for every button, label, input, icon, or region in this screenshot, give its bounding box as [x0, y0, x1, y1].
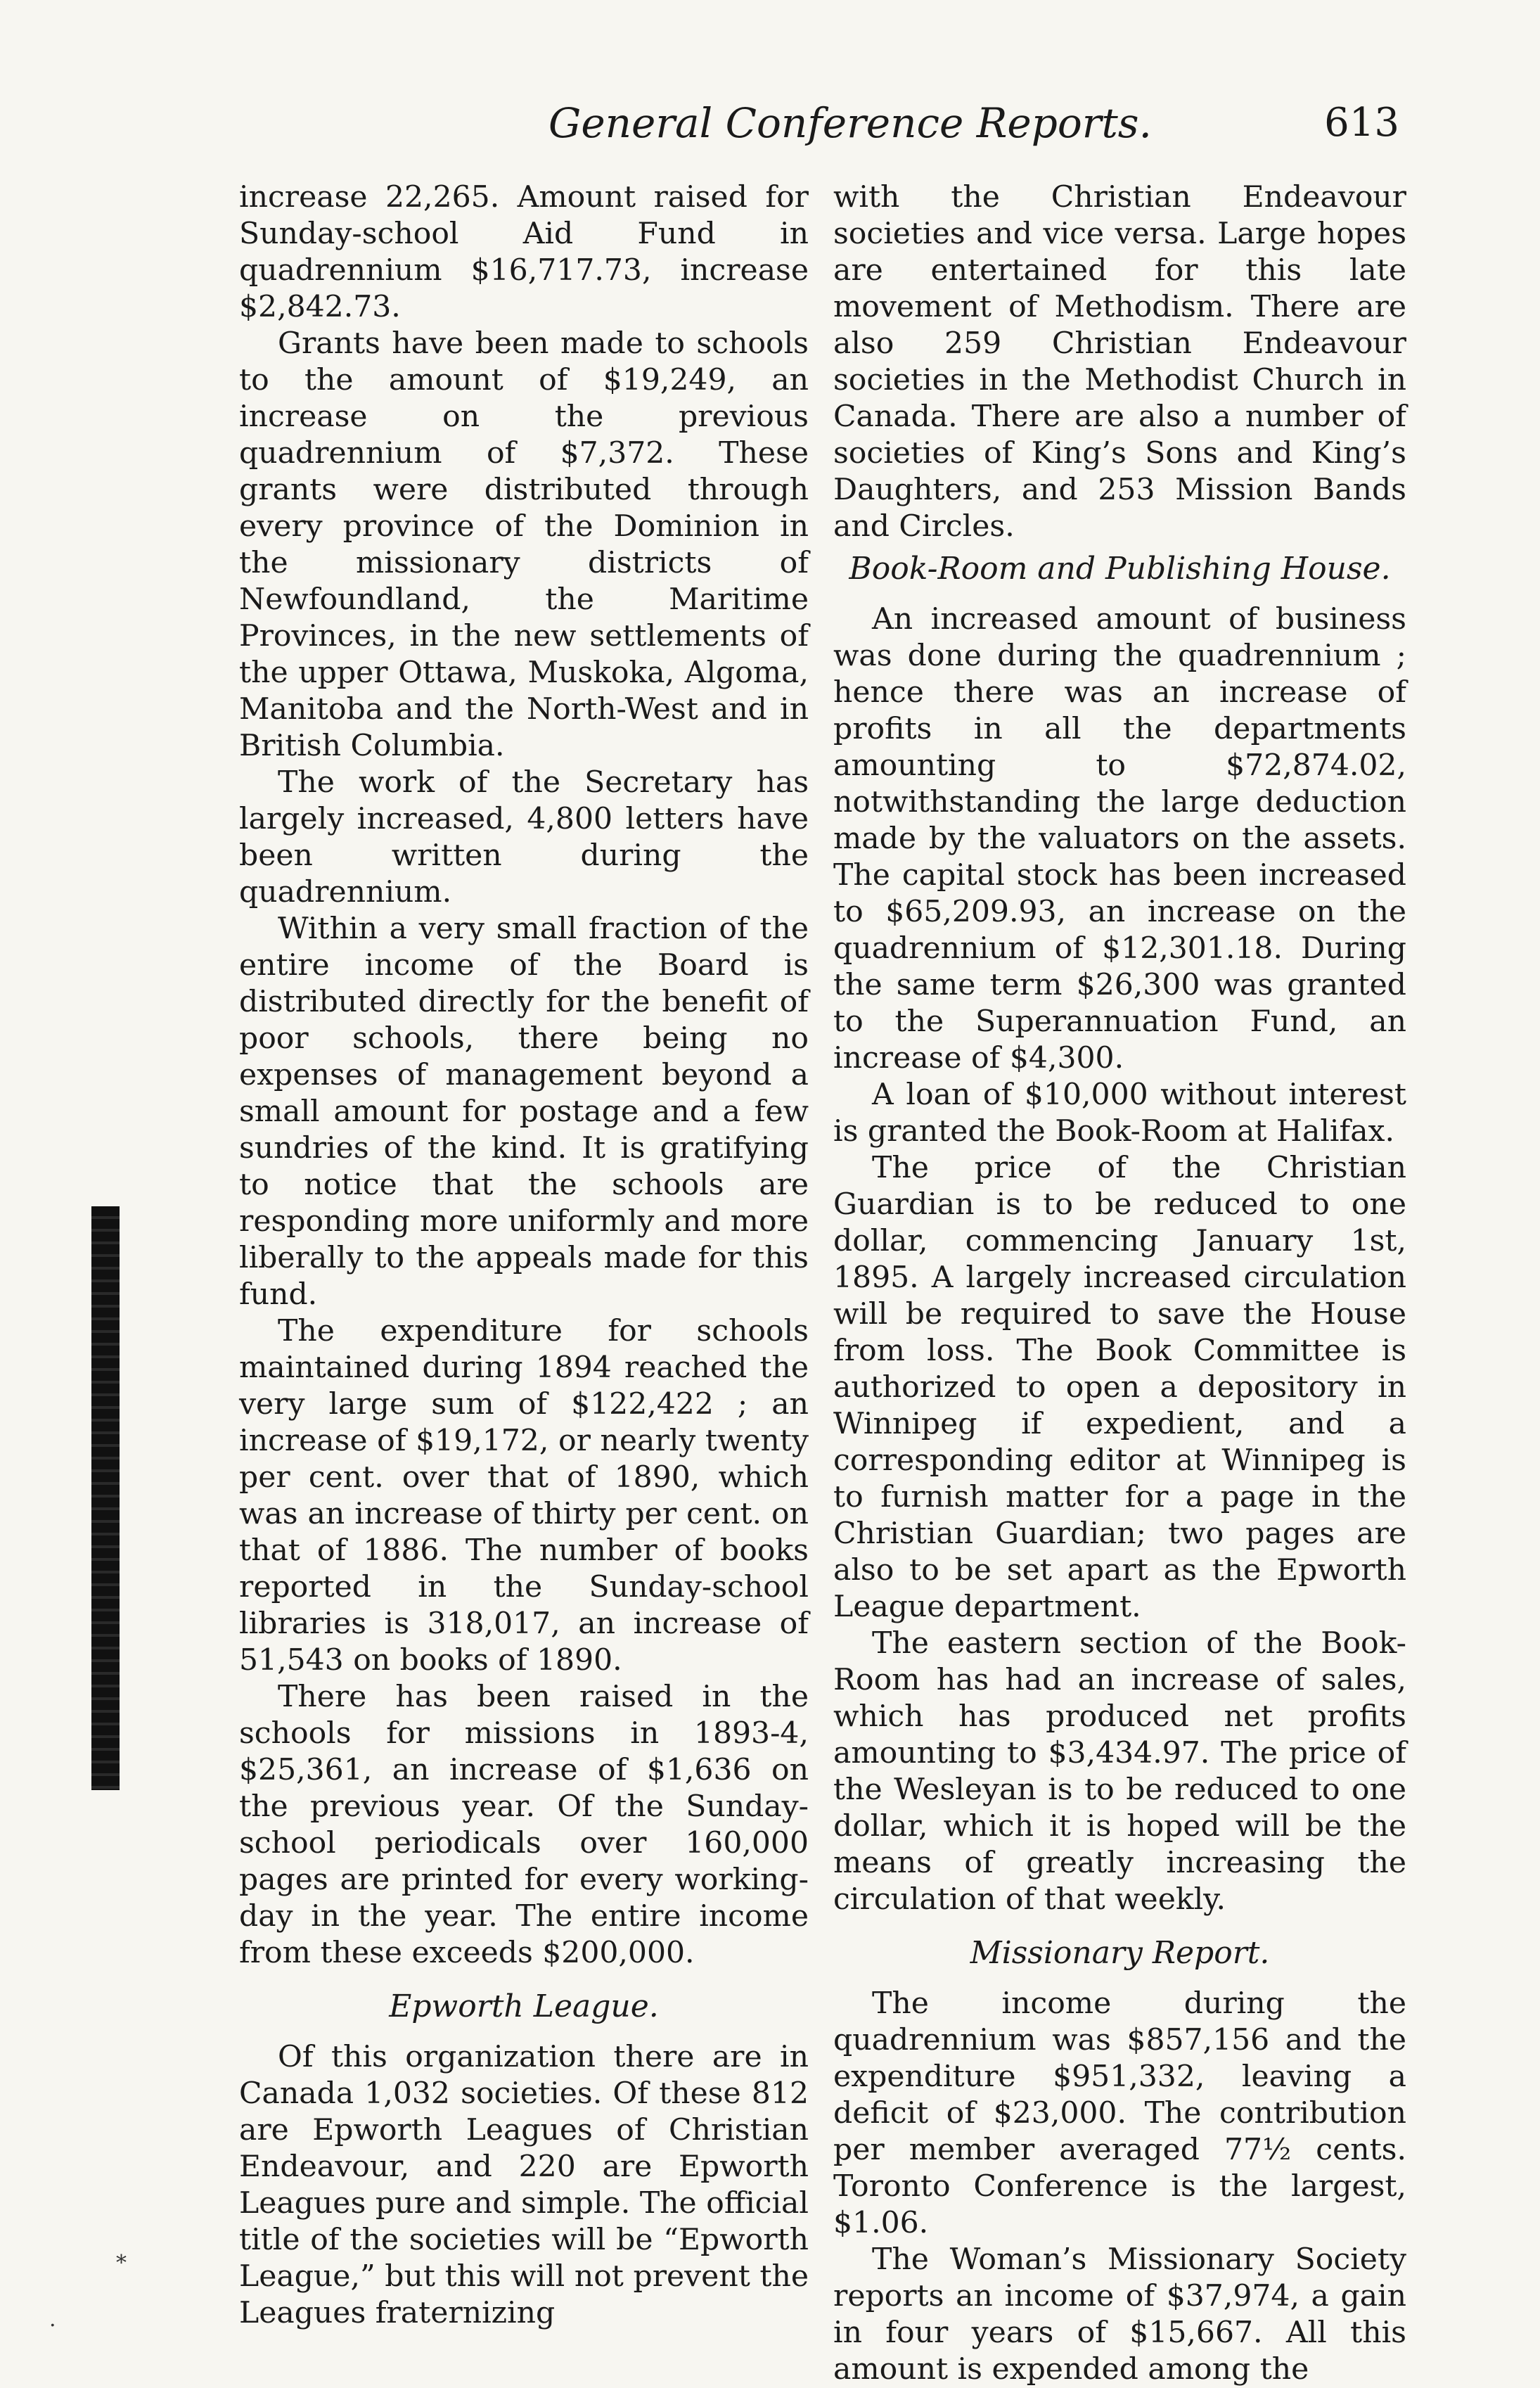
paragraph: Of this organization there are in Canada 1,032 societies. Of these 812 are Epworth Leagues of Christian Endeavour, and 220 are Epworth Leagues pure and simple. The official title of the societies will be “Epworth League,” but this will not prevent the Leagues fraternizing	[239, 2040, 809, 2330]
section-heading-epworth-league: Epworth League.	[389, 1988, 659, 2024]
left-column	[239, 179, 809, 2332]
paragraph: The price of the Christian Guardian is to be reduced to one dollar, commencing January 1st, 1895. A largely increased circulation will be required to save the House from loss. The Book Committee is authorized to open a depository in Winnipeg if expedient, and a corresponding editor at Winnipeg is to furnish matter for a page in the Christian Guardian; two pages are also to be set apart as the Epworth League department.	[833, 1151, 1406, 1624]
paragraph: The work of the Secretary has largely increased, 4,800 letters have been written during the quadrennium.	[239, 765, 809, 909]
section-heading-book-room: Book-Room and Publishing House.	[849, 551, 1391, 587]
right-column	[833, 179, 1406, 2388]
paragraph: The income during the quadrennium was $857,156 and the expenditure $951,332, leaving a deficit of $23,000. The contribution per member averaged 77½ cents. Toronto Conference is the largest, $1.06.	[833, 1986, 1406, 2240]
paragraph: The Woman’s Missionary Society reports an income of $37,974, a gain in four years of $15,667. All this amount is expended among the	[833, 2242, 1406, 2387]
section-heading-missionary-report: Missionary Report.	[970, 1935, 1270, 1971]
paragraph: increase 22,265. Amount raised for Sunday-school Aid Fund in quadrennium $16,717.73, increase $2,842.73.	[239, 180, 809, 324]
running-title: General Conference Reports.	[548, 99, 1152, 147]
paragraph: An increased amount of business was done during the quadrennium ; hence there was an increase of profits in all the departments amounting to $72,874.02, notwithstanding the large deduction made by the valuators on the assets. The capital stock has been increased to $65,209.93, an increase on the quadrennium of $12,301.18. During the same term $26,300 was granted to the Superannuation Fund, an increase of $4,300.	[833, 602, 1406, 1075]
margin-mark: .	[49, 2307, 56, 2332]
paragraph: There has been raised in the schools for missions in 1893-4, $25,361, an increase of $1,636 on the previous year. Of the Sunday-school periodicals over 160,000 pages are printed for every working-day in the year. The entire income from these exceeds $200,000.	[239, 1680, 809, 1970]
paragraph: Grants have been made to schools to the amount of $19,249, an increase on the previous quadrennium of $7,372. These grants were distributed through every province of the Dominion in the missionary districts of Newfoundland, the Maritime Provinces, in the new settlements of the upper Ottawa, Muskoka, Algoma, Manitoba and the North-West and in British Columbia.	[239, 326, 809, 763]
page-header	[232, 84, 1399, 162]
paragraph: Within a very small fraction of the entire income of the Board is distributed directly for the benefit of poor schools, there being no expenses of management beyond a small amount for postage and a few sundries of the kind. It is gratifying to notice that the schools are responding more uniformly and more liberally to the appeals made for this fund.	[239, 912, 809, 1312]
paragraph: The eastern section of the Book-Room has had an increase of sales, which has produced net profits amounting to $3,434.97. The price of the Wesleyan is to be reduced to one dollar, which it is hoped will be the means of greatly increasing the circulation of that weekly.	[833, 1626, 1406, 1917]
page-number: 613	[1324, 100, 1399, 146]
paragraph: The expenditure for schools maintained during 1894 reached the very large sum of $122,422 ; an increase of $19,172, or nearly twenty per cent. over that of 1890, which was an increase of thirty per cent. on that of 1886. The number of books reported in the Sunday-school libraries is 318,017, an increase of 51,543 on books of 1890.	[239, 1314, 809, 1678]
margin-scan-bar	[91, 1206, 120, 1790]
paragraph: A loan of $10,000 without interest is granted the Book-Room at Halifax.	[833, 1078, 1406, 1149]
margin-mark: *	[116, 2251, 127, 2275]
paragraph: with the Christian Endeavour societies and vice versa. Large hopes are entertained for this late movement of Methodism. There are also 259 Christian Endeavour societies in the Methodist Church in Canada. There are also a number of societies of King’s Sons and King’s Daughters, and 253 Mission Bands and Circles.	[833, 180, 1406, 544]
